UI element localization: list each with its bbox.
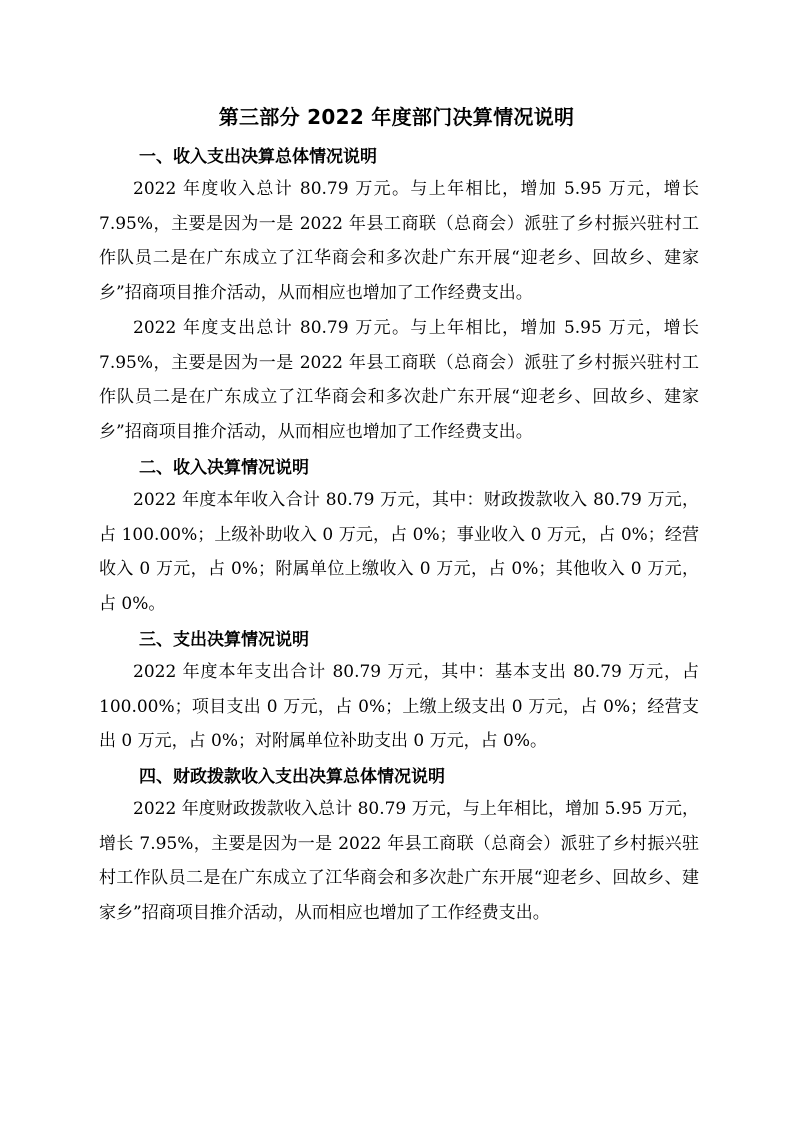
section-3-heading: 三、支出决算情况说明 xyxy=(139,630,309,650)
section-1-paragraph-2: 2022 年度支出总计 80.79 万元。与上年相比，增加 5.95 万元，增长 7.95%，主要是因为一是 2022 年县工商联（总商会）派驻了乡村振兴驻村工作队员二是在广东成立了江华商会和多次赴广东开展“迎老乡、回故乡、建家乡”招商项目推介活动，从而相应也增加了工作经费支出。 xyxy=(99,318,699,442)
section-3-paragraph-1: 2022 年度本年支出合计 80.79 万元，其中：基本支出 80.79 万元，占 100.00%；项目支出 0 万元，占 0%；上缴上级支出 0 万元，占 0%；经营支出 0 万元，占 0%；对附属单位补助支出 0 万元，占 0%。 xyxy=(99,662,699,751)
section-2-paragraph-1: 2022 年度本年收入合计 80.79 万元，其中：财政拨款收入 80.79 万元，占 100.00%；上级补助收入 0 万元，占 0%；事业收入 0 万元，占 0%；经营收入 0 万元，占 0%；附属单位上缴收入 0 万元，占 0%；其他收入 0 万元，占 0%。 xyxy=(99,490,699,614)
section-1-heading: 一、收入支出决算总体情况说明 xyxy=(139,147,377,167)
section-4-heading: 四、财政拨款收入支出决算总体情况说明 xyxy=(139,767,445,787)
section-4-paragraph-1: 2022 年度财政拨款收入总计 80.79 万元，与上年相比，增加 5.95 万元，增长 7.95%，主要是因为一是 2022 年县工商联（总商会）派驻了乡村振兴驻村工作队员二是在广东成立了江华商会和多次赴广东开展“迎老乡、回故乡、建家乡”招商项目推介活动，从而相应也增加了工作经费支出。 xyxy=(99,799,699,923)
section-1-paragraph-1: 2022 年度收入总计 80.79 万元。与上年相比，增加 5.95 万元，增长 7.95%，主要是因为一是 2022 年县工商联（总商会）派驻了乡村振兴驻村工作队员二是在广东成立了江华商会和多次赴广东开展“迎老乡、回故乡、建家乡”招商项目推介活动，从而相应也增加了工作经费支出。 xyxy=(99,179,699,303)
page-title: 第三部分 2022 年度部门决算情况说明 xyxy=(218,105,575,129)
section-2-heading: 二、收入决算情况说明 xyxy=(139,458,309,478)
